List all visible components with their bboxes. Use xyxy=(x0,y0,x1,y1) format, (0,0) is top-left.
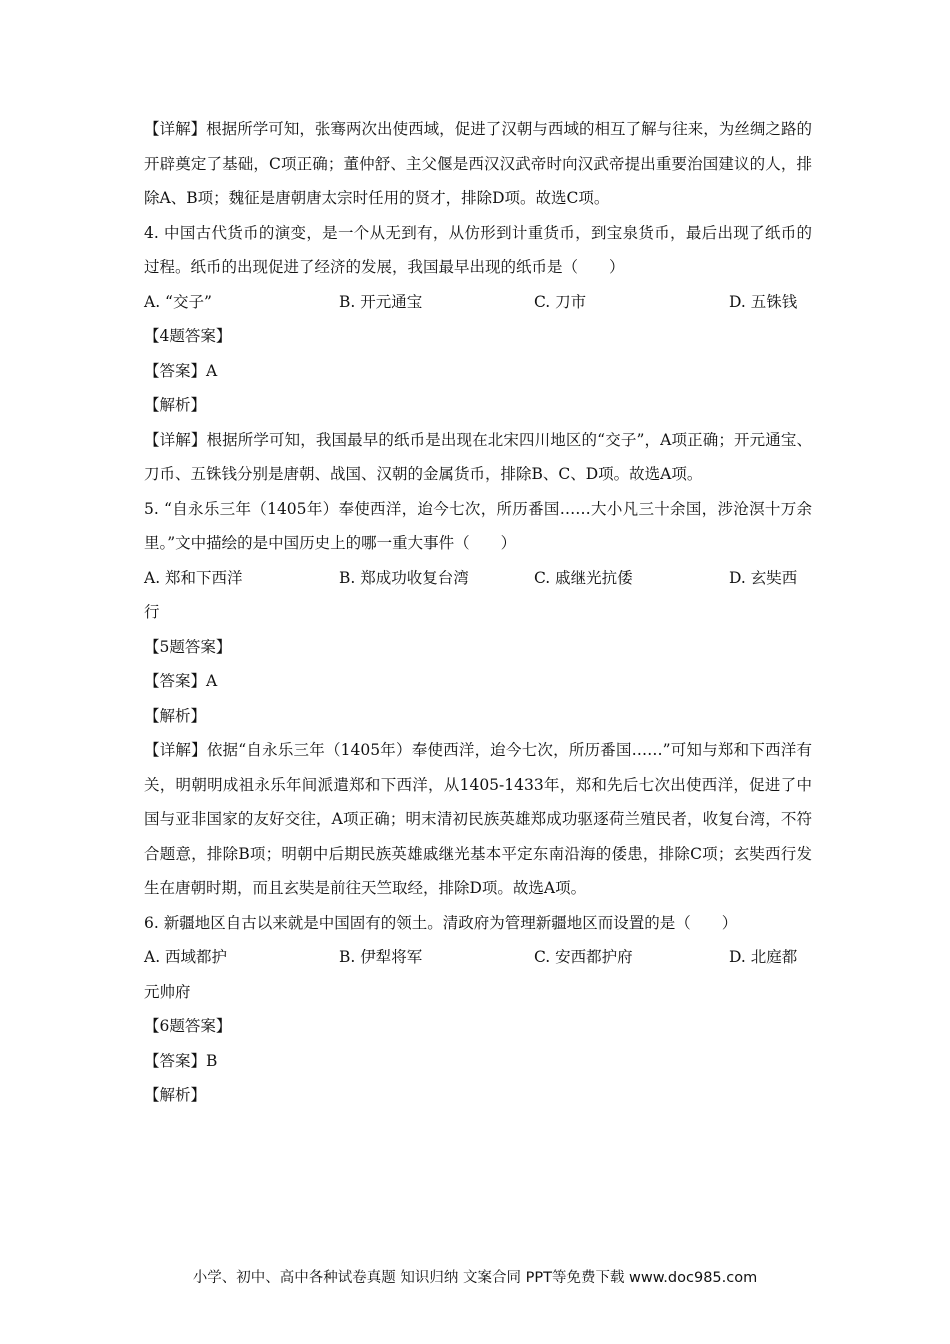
q5-options xyxy=(144,561,812,596)
q4-option-d: D. 五铢钱 xyxy=(729,292,798,311)
q4-answer-header: 【4题答案】 xyxy=(144,327,232,345)
q6-stem: 6. 新疆地区自古以来就是中国固有的领土。清政府为管理新疆地区而设置的是（ ） xyxy=(144,913,738,932)
q4-explanation: 【详解】根据所学可知，我国最早的纸币是出现在北宋四川地区的“交子”，A项正确；开元通宝、刀币、五铢钱分别是唐朝、战国、汉朝的金属货币，排除B、C、D项。故选A项。 xyxy=(144,430,812,483)
q4-analysis-label: 【解析】 xyxy=(144,396,207,414)
q6-option-a: A. 西域都护 xyxy=(144,948,228,966)
q6-answer: 【答案】B xyxy=(144,1051,218,1070)
q4-options xyxy=(144,285,812,320)
q5-explanation: 【详解】依据“自永乐三年（1405年）奉使西洋，迨今七次，所历番国……”可知与郑和下西洋有关，明朝明成祖永乐年间派遣郑和下西洋，从1405-1433年，郑和先后七次出使西洋，促进了中国与亚非国家的友好交往，A项正确；明末清初民族英雄郑成功驱逐荷兰殖民者，收复台湾，不符合题意，排除B项；明朝中后期民族英雄戚继光基本平定东南沿海的倭患，排除C项；玄奘西行发生在唐朝时期，而且玄奘是前往天竺取经，排除D项。故选A项。 xyxy=(144,741,812,897)
q5-option-c: C. 戚继光抗倭 xyxy=(534,568,633,587)
q5-analysis-label: 【解析】 xyxy=(144,706,207,725)
q5-answer-header: 【5题答案】 xyxy=(144,637,232,656)
q4-option-b: B. 开元通宝 xyxy=(339,292,423,311)
q5-option-a: A. 郑和下西洋 xyxy=(144,568,243,587)
q4-answer: 【答案】A xyxy=(144,361,218,380)
q5-option-b: B. 郑成功收复台湾 xyxy=(339,568,469,587)
q6-option-d: D. 北庭都 xyxy=(729,948,798,966)
q6-analysis-label: 【解析】 xyxy=(144,1086,207,1104)
document-page xyxy=(144,112,812,1113)
q6-option-b: B. 伊犁将军 xyxy=(339,948,423,966)
q6-option-wrap: 元帅府 xyxy=(144,982,191,1001)
q4-stem: 4. 中国古代货币的演变，是一个从无到有，从仿形到计重货币，到宝泉货币，最后出现了纸币的过程。纸币的出现促进了经济的发展，我国最早出现的纸币是（ ） xyxy=(144,223,812,276)
q4-option-c: C. 刀市 xyxy=(534,292,587,311)
q5-option-wrap: 行 xyxy=(144,603,160,621)
q6-options xyxy=(144,940,812,975)
q4-option-a: A. “交子” xyxy=(144,292,212,311)
q5-option-d: D. 玄奘西 xyxy=(729,568,798,587)
q5-stem: 5. “自永乐三年（1405年）奉使西洋，迨今七次，所历番国……大小凡三十余国，涉沧溟十万余里。”文中描绘的是中国历史上的哪一重大事件（ ） xyxy=(144,499,812,552)
q6-option-c: C. 安西都护府 xyxy=(534,948,633,966)
q5-answer: 【答案】A xyxy=(144,672,218,690)
q6-answer-header: 【6题答案】 xyxy=(144,1017,232,1035)
q3-explanation: 【详解】根据所学可知，张骞两次出使西域，促进了汉朝与西域的相互了解与往来，为丝绸之路的开辟奠定了基础，C项正确；董仲舒、主父偃是西汉汉武帝时向汉武帝提出重要治国建议的人，排除A、B项；魏征是唐朝唐太宗时任用的贤才，排除D项。故选C项。 xyxy=(144,120,812,207)
page-footer: 小学、初中、高中各种试卷真题 知识归纳 文案合同 PPT等免费下载 www.doc985.com xyxy=(192,1270,758,1286)
